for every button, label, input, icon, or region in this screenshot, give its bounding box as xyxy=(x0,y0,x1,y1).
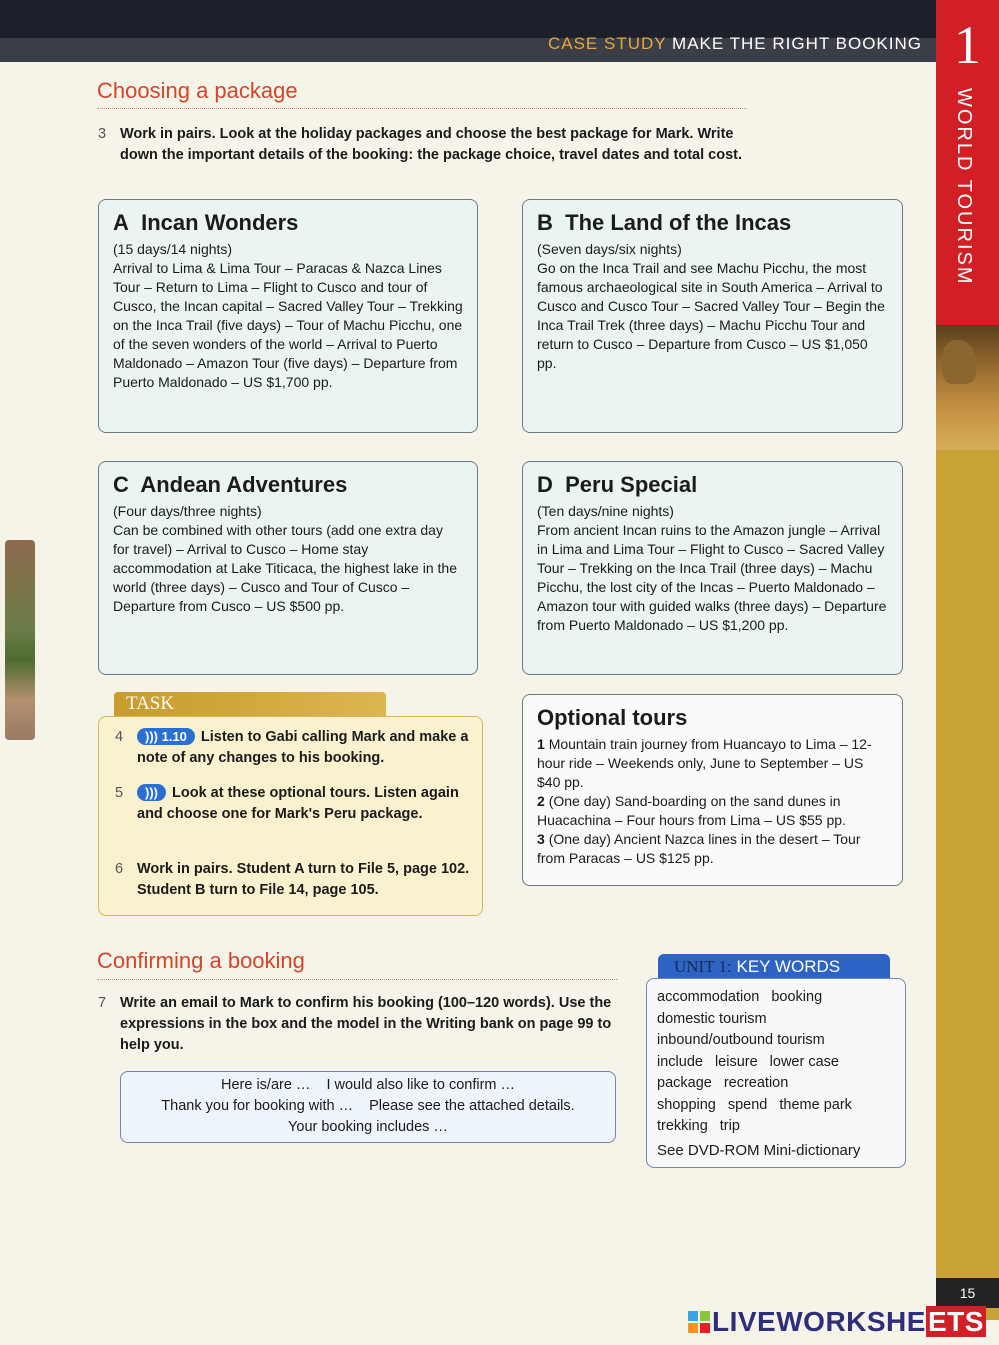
unit-title: WORLD TOURISM xyxy=(953,88,975,286)
task-item-4 xyxy=(115,727,472,769)
mini-dictionary-link[interactable]: See DVD-ROM Mini-dictionary xyxy=(657,1141,861,1159)
instruction-number: 3 xyxy=(98,126,107,142)
package-b-description: Go on the Inca Trail and see Machu Picchu, the most famous archaeological site in South America – Arrival to Cusco and Cusco Tour – Sacred Valley Tour – Begin the Inca Trail Trek (three days) – Machu Picchu Tour and return to Cusco – Departure from Cusco – US $1,050 pp. xyxy=(537,260,885,371)
expression: I would also like to confirm … xyxy=(326,1077,516,1093)
logo-square xyxy=(700,1311,710,1321)
logo-text: LIVEWORKSHE xyxy=(712,1306,926,1337)
task-item-text: Look at these optional tours. Listen again and choose one for Mark's Peru package. xyxy=(137,785,459,822)
header-title xyxy=(548,34,922,54)
instruction-3 xyxy=(98,124,760,166)
case-study-title: MAKE THE RIGHT BOOKING xyxy=(672,34,922,53)
task-item-number: 4 xyxy=(115,729,124,745)
header-bar xyxy=(0,0,936,62)
key-words-line: domestic tourism xyxy=(657,1010,767,1027)
liveworksheets-grid-icon xyxy=(688,1311,710,1333)
package-c-description: Can be combined with other tours (add one extra day for travel) – Arrival to Cusco – Home stay accommodation at Lake Titicaca, the highest lake in the world (three days) – Cusco and Tour of Cusco – Departure from Cusco – US $500 pp. xyxy=(113,522,457,614)
key-words-box xyxy=(646,978,906,1168)
package-c-title xyxy=(113,472,463,498)
package-a-card xyxy=(98,199,478,433)
heading-rule xyxy=(97,979,617,980)
key-words-line: accommodation booking xyxy=(657,989,823,1005)
package-c-letter: C xyxy=(113,472,129,497)
key-words-line: trekking trip xyxy=(657,1118,740,1134)
instruction-text: Write an email to Mark to confirm his booking (100–120 words). Use the expressions in the box and the model in the Writing bank on page 99 to help you. xyxy=(120,995,612,1053)
case-study-label: CASE STUDY xyxy=(547,34,667,53)
task-item-6 xyxy=(115,859,477,901)
package-d-title xyxy=(537,472,888,498)
package-b-name: The Land of the Incas xyxy=(565,210,792,235)
key-words-title: KEY WORDS xyxy=(736,957,841,976)
task-item-5 xyxy=(115,783,472,825)
package-c-card xyxy=(98,461,478,675)
expressions-box xyxy=(120,1071,616,1143)
package-d-card xyxy=(522,461,903,675)
heading-rule xyxy=(97,108,747,109)
expression-row xyxy=(121,1075,615,1096)
expression: Thank you for booking with … xyxy=(161,1098,354,1114)
key-words-unit: UNIT 1: xyxy=(674,957,732,976)
optional-tour-3: 3 (One day) Ancient Nazca lines in the desert – Tour from Paracas – US $125 pp. xyxy=(537,831,861,866)
expression-row xyxy=(121,1117,615,1138)
package-d-letter: D xyxy=(537,472,553,497)
logo-square xyxy=(688,1311,698,1321)
package-d-duration: (Ten days/nine nights) xyxy=(537,503,674,519)
unit-sidebar xyxy=(936,0,999,1320)
unit-number: 1 xyxy=(954,15,981,75)
package-a-name: Incan Wonders xyxy=(141,210,299,235)
page-number-box xyxy=(936,1278,999,1308)
package-b-card xyxy=(522,199,903,433)
instruction-7 xyxy=(98,993,625,1056)
section-heading-confirming: Confirming a booking xyxy=(97,948,305,973)
key-words-tab xyxy=(658,954,890,980)
task-item-number: 6 xyxy=(115,861,124,877)
task-item-text: Listen to Gabi calling Mark and make a note of any changes to his booking. xyxy=(137,729,469,766)
section-heading-choosing: Choosing a package xyxy=(97,78,298,103)
package-b-duration: (Seven days/six nights) xyxy=(537,241,682,257)
optional-tours-card xyxy=(522,694,903,886)
audio-track-icon[interactable]: ))) 1.10 xyxy=(137,728,195,745)
logo-square xyxy=(700,1323,710,1333)
task-item-number: 5 xyxy=(115,785,124,801)
instruction-text: Work in pairs. Look at the holiday packages and choose the best package for Mark. Write down the important details of the booking: the package choice, travel dates and total cost. xyxy=(120,126,742,163)
instruction-number: 7 xyxy=(98,995,107,1011)
expression-row xyxy=(121,1096,615,1117)
logo-text-tail: ETS xyxy=(927,1306,984,1337)
package-d-description: From ancient Incan ruins to the Amazon jungle – Arrival in Lima and Lima Tour – Flight to Cusco – Sacred Valley Tour – Trekking on the Inca Trail (three days) – Machu Picchu, the lost city of the Incas – Puerto Maldonado – Amazon tour with guided walks (three days) – Departure from Puerto Maldonado – US $1,200 pp. xyxy=(537,522,887,633)
audio-icon[interactable]: ))) xyxy=(137,784,166,801)
optional-tours-title: Optional tours xyxy=(537,705,688,730)
liveworksheets-logo xyxy=(688,1306,986,1338)
optional-tour-1: 1 Mountain train journey from Huancayo to Lima – 12-hour ride – Weekends only, June to September – US $40 pp. xyxy=(537,736,872,790)
package-a-duration: (15 days/14 nights) xyxy=(113,241,233,257)
package-a-title xyxy=(113,210,463,236)
key-words-line: include leisure lower case xyxy=(657,1053,839,1070)
package-b-letter: B xyxy=(537,210,553,235)
package-d-name: Peru Special xyxy=(565,472,698,497)
key-words-line: shopping spend theme park xyxy=(657,1096,852,1113)
package-c-duration: (Four days/three nights) xyxy=(113,503,262,519)
package-a-letter: A xyxy=(113,210,129,235)
package-c-name: Andean Adventures xyxy=(140,472,348,497)
key-words-line: package recreation xyxy=(657,1075,789,1091)
key-words-line: inbound/outbound tourism xyxy=(657,1032,825,1048)
package-a-description: Arrival to Lima & Lima Tour – Paracas & Nazca Lines Tour – Return to Lima – Flight to Cusco and tour of Cusco, the Incan capital – Sacred Valley Tour – Trekking on the Inca Trail (five days) – Tour of Machu Picchu, one of the seven wonders of the world – Arrival to Puerto Maldonado – Amazon Tour (five days) – Departure from Puerto Maldonado – US $1,700 pp. xyxy=(113,260,463,390)
left-edge-photo xyxy=(5,540,35,740)
expression: Your booking includes … xyxy=(288,1119,448,1135)
sphinx-photo xyxy=(936,325,999,450)
optional-tour-2: 2 (One day) Sand-boarding on the sand dunes in Huacachina – Four hours from Lima – US $55 pp. xyxy=(537,793,846,828)
package-b-title xyxy=(537,210,888,236)
expression: Please see the attached details. xyxy=(369,1098,575,1114)
logo-square xyxy=(688,1323,698,1333)
task-tab: TASK xyxy=(114,692,386,716)
task-item-text: Work in pairs. Student A turn to File 5, page 102. Student B turn to File 14, page 105. xyxy=(137,861,470,898)
expression: Here is/are … xyxy=(220,1077,311,1093)
page-number: 15 xyxy=(959,1285,976,1301)
